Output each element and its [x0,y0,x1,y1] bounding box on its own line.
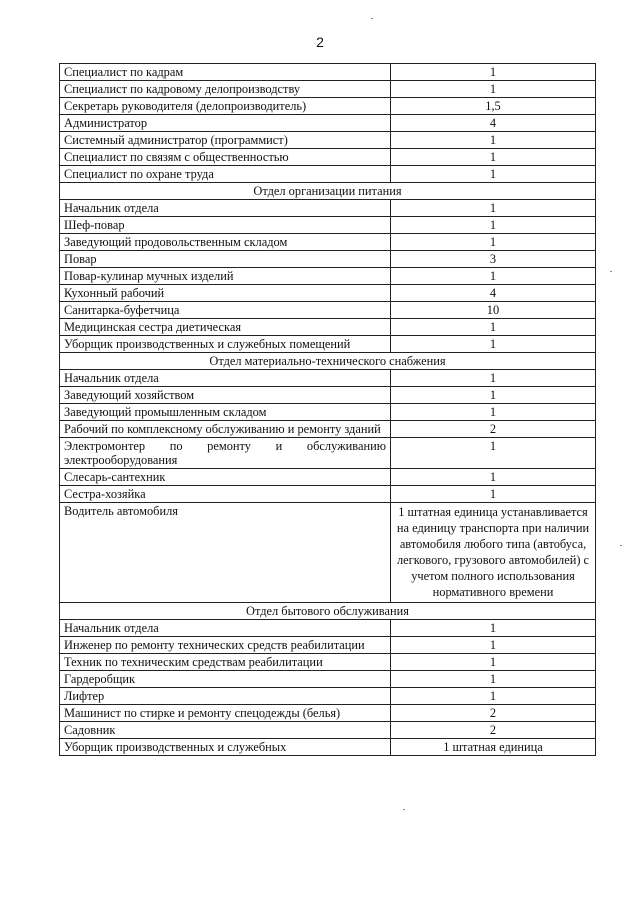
position-cell: Слесарь-сантехник [60,469,391,486]
position-cell: Инженер по ремонту технических средств реабилитации [60,636,391,653]
table-row [60,653,596,670]
quantity-cell: 1 [391,81,596,98]
position-cell: Уборщик производственных и служебных помещений [60,336,391,353]
position-cell: Начальник отдела [60,200,391,217]
quantity-cell: 1 [391,670,596,687]
section-header-procurement: Отдел материально-технического снабжения [60,353,596,370]
position-cell: Сестра-хозяйка [60,486,391,503]
position-cell: Уборщик производственных и служебных [60,738,391,755]
scan-speck [371,18,373,19]
table-row [60,486,596,503]
position-cell: Заведующий хозяйством [60,387,391,404]
quantity-cell: 1 [391,268,596,285]
quantity-note-cell: 1 штатная единица устанавливается на единицу транспорта при наличии автомобиля любого типа (автобуса, легкового, грузового автомобилей) с учетом полного использования нормативного времени [391,503,596,603]
section-header-row [60,353,596,370]
quantity-cell: 1 [391,404,596,421]
table-row [60,115,596,132]
table-row [60,302,596,319]
table-row [60,285,596,302]
position-cell: Рабочий по комплексному обслуживанию и ремонту зданий [60,421,391,438]
position-cell: Администратор [60,115,391,132]
table-row [60,200,596,217]
quantity-cell: 1 [391,149,596,166]
quantity-cell: 1 [391,653,596,670]
position-cell: Повар-кулинар мучных изделий [60,268,391,285]
quantity-cell: 1 [391,687,596,704]
table-row [60,387,596,404]
table-row [60,234,596,251]
quantity-cell: 2 [391,704,596,721]
quantity-cell: 1 [391,469,596,486]
section-header-household: Отдел бытового обслуживания [60,602,596,619]
position-cell: Системный администратор (программист) [60,132,391,149]
table-row [60,132,596,149]
table-row [60,721,596,738]
table-row [60,738,596,755]
table-row [60,636,596,653]
table-row [60,687,596,704]
quantity-cell: 1 [391,319,596,336]
staffing-table [59,63,596,756]
position-cell: Водитель автомобиля [60,503,391,603]
table-row [60,81,596,98]
position-cell: Шеф-повар [60,217,391,234]
quantity-cell: 1 [391,370,596,387]
table-row [60,469,596,486]
position-cell: Садовник [60,721,391,738]
quantity-cell: 10 [391,302,596,319]
table-row [60,319,596,336]
position-cell: Заведующий промышленным складом [60,404,391,421]
position-cell: Гардеробщик [60,670,391,687]
quantity-cell: 4 [391,115,596,132]
quantity-cell: 1 [391,132,596,149]
quantity-cell: 3 [391,251,596,268]
position-cell: Медицинская сестра диетическая [60,319,391,336]
quantity-cell: 1 [391,438,596,469]
table-row [60,370,596,387]
quantity-cell: 1 [391,486,596,503]
table-row [60,421,596,438]
quantity-cell: 1 [391,166,596,183]
position-cell: Специалист по кадрам [60,64,391,81]
position-cell: Начальник отдела [60,370,391,387]
quantity-cell: 1 [391,387,596,404]
position-cell: Электромонтер по ремонту и обслуживанию электрооборудования [60,438,391,469]
table-row [60,149,596,166]
table-row [60,217,596,234]
table-row [60,404,596,421]
quantity-cell: 2 [391,421,596,438]
quantity-cell: 1 [391,234,596,251]
section-header-catering: Отдел организации питания [60,183,596,200]
table-row [60,704,596,721]
position-cell: Лифтер [60,687,391,704]
table-row [60,251,596,268]
position-cell: Заведующий продовольственным складом [60,234,391,251]
quantity-cell: 1 [391,200,596,217]
table-row [60,438,596,469]
quantity-cell: 1 [391,636,596,653]
position-cell: Специалист по связям с общественностью [60,149,391,166]
section-header-row [60,183,596,200]
position-cell: Начальник отдела [60,619,391,636]
section-header-row [60,602,596,619]
table-row [60,64,596,81]
table-row [60,336,596,353]
position-cell: Машинист по стирке и ремонту спецодежды (белья) [60,704,391,721]
position-cell: Секретарь руководителя (делопроизводитель) [60,98,391,115]
table-row [60,98,596,115]
table-row [60,619,596,636]
quantity-cell: 1 штатная единица [391,738,596,755]
position-cell: Повар [60,251,391,268]
table-row [60,268,596,285]
page-number: 2 [316,34,324,50]
quantity-cell: 2 [391,721,596,738]
position-cell: Санитарка-буфетчица [60,302,391,319]
position-cell: Техник по техническим средствам реабилитации [60,653,391,670]
table-row [60,503,596,603]
scan-speck [403,809,405,810]
quantity-cell: 1 [391,619,596,636]
scan-speck [620,545,622,546]
quantity-cell: 1 [391,336,596,353]
position-cell: Кухонный рабочий [60,285,391,302]
quantity-cell: 1 [391,64,596,81]
scan-speck [610,271,612,272]
quantity-cell: 1,5 [391,98,596,115]
position-cell: Специалист по охране труда [60,166,391,183]
table-row [60,166,596,183]
quantity-cell: 1 [391,217,596,234]
position-cell: Специалист по кадровому делопроизводству [60,81,391,98]
table-row [60,670,596,687]
quantity-cell: 4 [391,285,596,302]
